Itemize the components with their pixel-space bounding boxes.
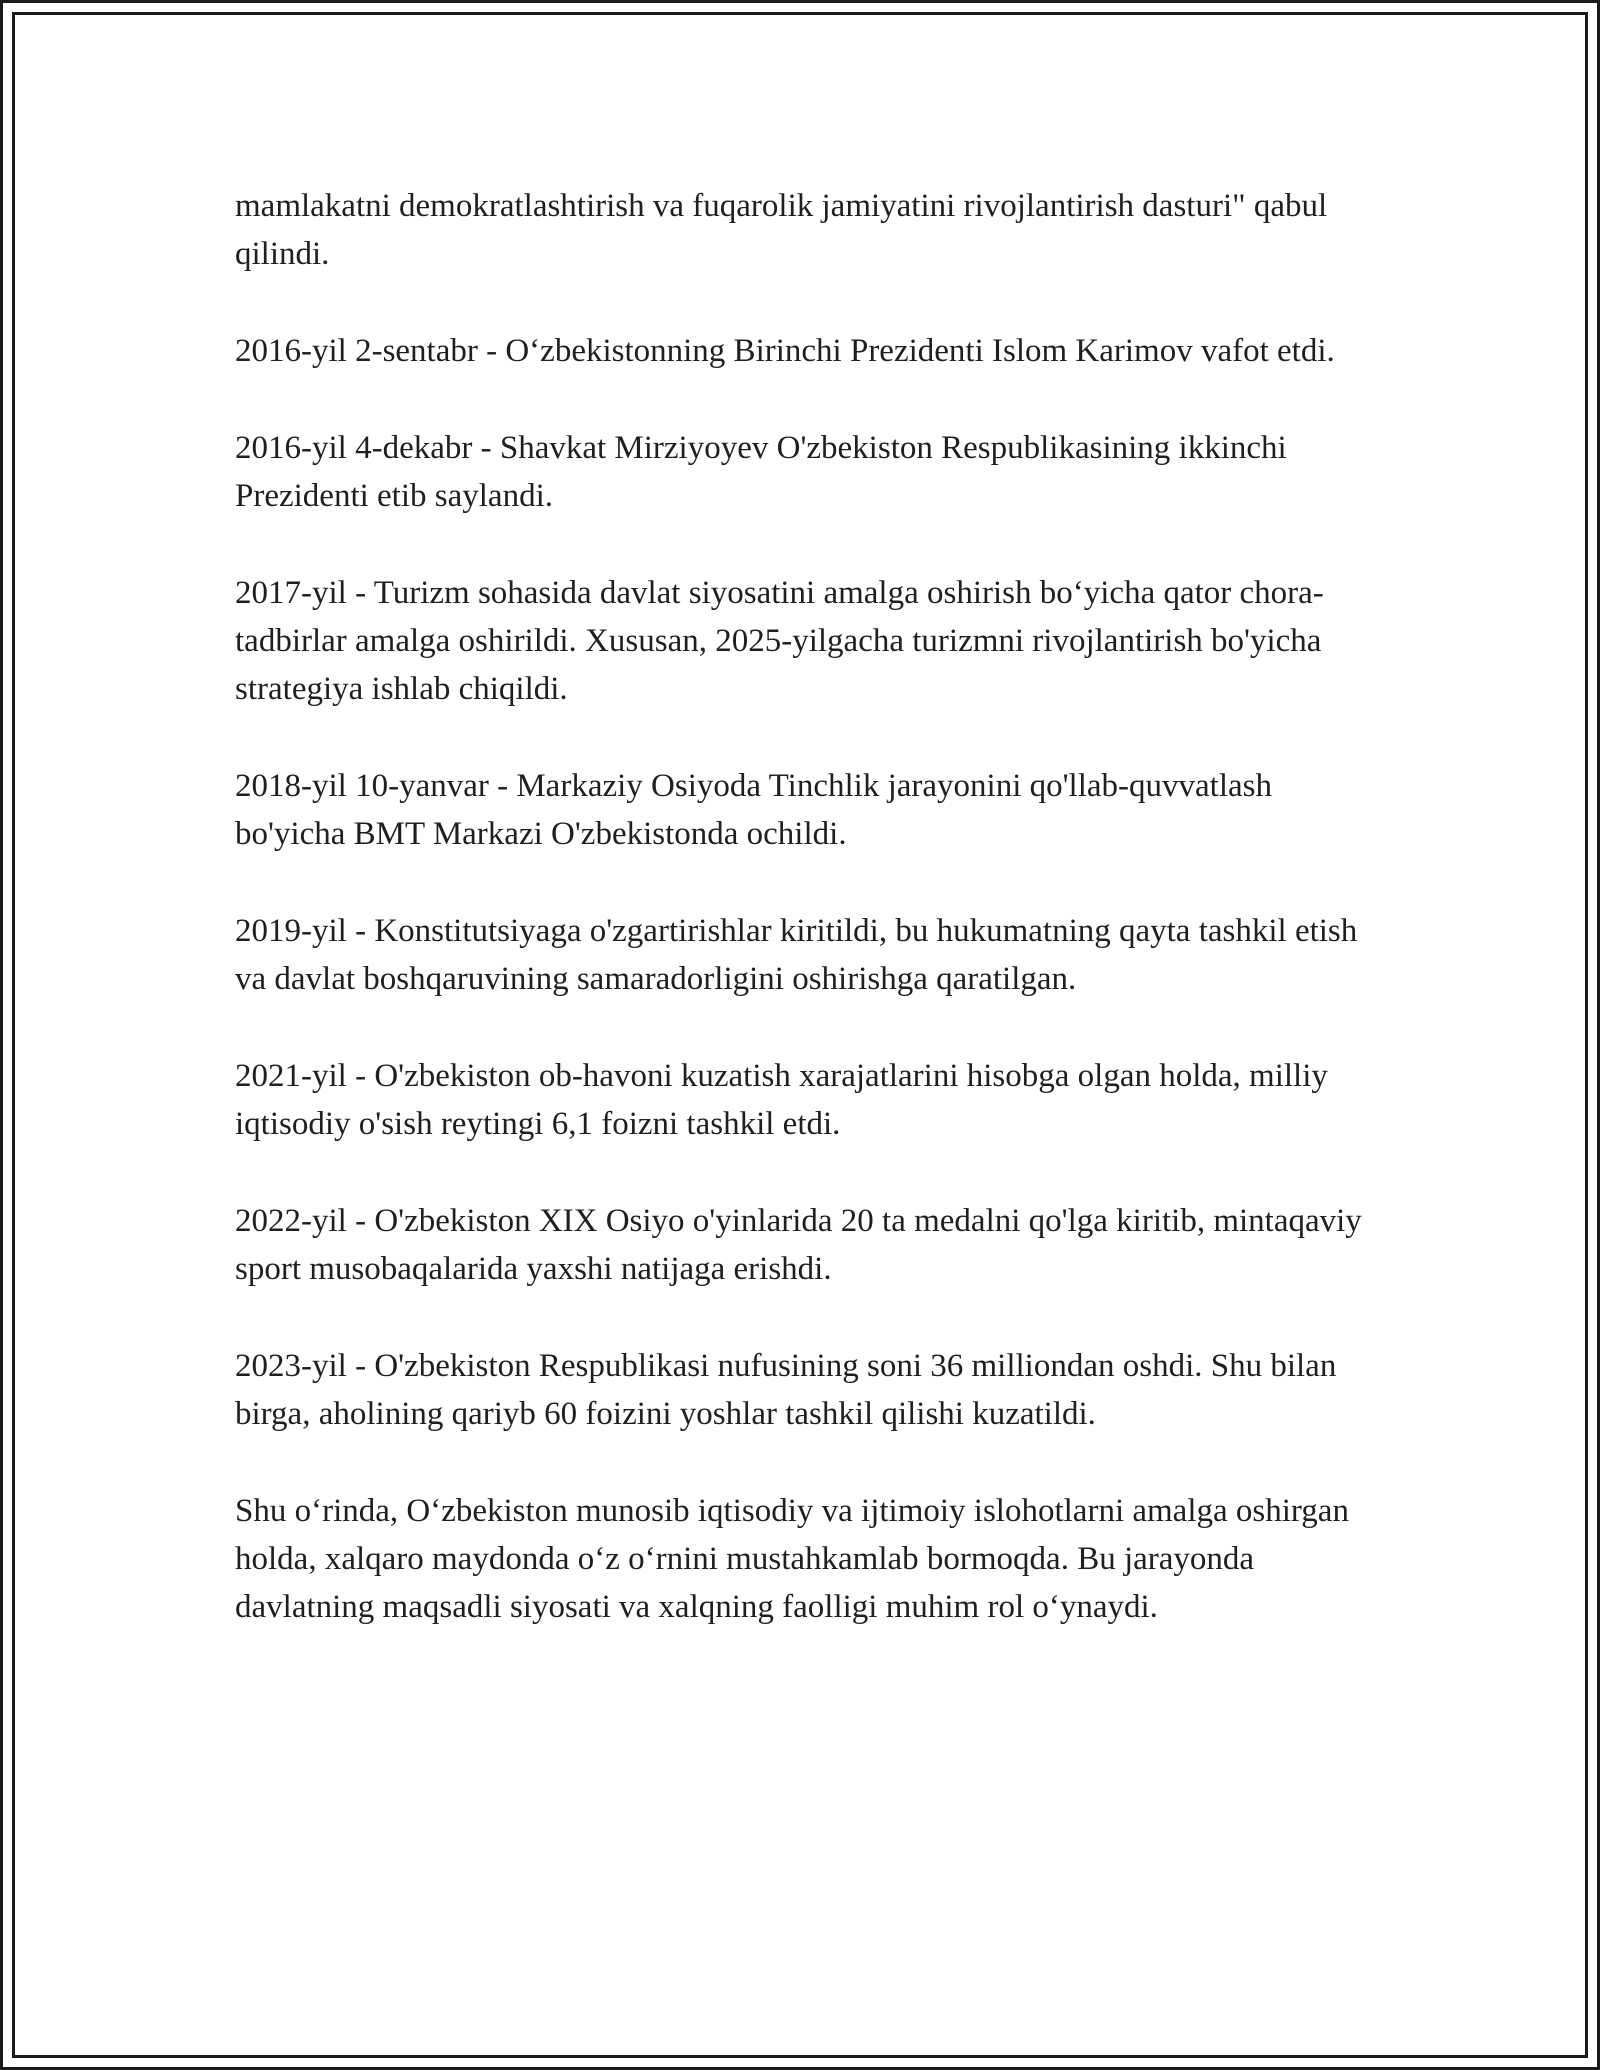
paragraph-2022: 2022-yil - O'zbekiston XIX Osiyo o'yinlarida 20 ta medalni qo'lga kiritib, mintaqaviy sport musobaqalarida yaxshi natijaga erishdi. bbox=[235, 1203, 1362, 1287]
paragraph-2019: 2019-yil - Konstitutsiyaga o'zgartirishlar kiritildi, bu hukumatning qayta tashkil etish va davlat boshqaruvining samaradorligini oshirishga qaratilgan. bbox=[235, 913, 1358, 997]
document-body bbox=[235, 182, 1390, 1631]
paragraph-conclusion: Shu o‘rinda, O‘zbekiston munosib iqtisodiy va ijtimoiy islohotlarni amalga oshirgan holda, xalqaro maydonda o‘z o‘rnini mustahkamlab bormoqda. Bu jarayonda davlatning maqsadli siyosati va xalqning faolligi muhim rol o‘ynaydi. bbox=[235, 1493, 1349, 1625]
paragraph-2017: 2017-yil - Turizm sohasida davlat siyosatini amalga oshirish bo‘yicha qator chora-tadbirlar amalga oshirildi. Xususan, 2025-yilgacha turizmni rivojlantirish bo'yicha strategiya ishlab chiqildi. bbox=[235, 575, 1324, 707]
paragraph-continuation: mamlakatni demokratlashtirish va fuqarolik jamiyatini rivojlantirish dasturi" qabul qilindi. bbox=[235, 188, 1328, 272]
paragraph-2016-sep: 2016-yil 2-sentabr - O‘zbekistonning Birinchi Prezidenti Islom Karimov vafot etdi. bbox=[235, 333, 1335, 369]
paragraph-2016-dec: 2016-yil 4-dekabr - Shavkat Mirziyoyev O'zbekiston Respublikasining ikkinchi Prezidenti etib saylandi. bbox=[235, 430, 1287, 514]
paragraph-2023: 2023-yil - O'zbekiston Respublikasi nufusining soni 36 milliondan oshdi. Shu bilan birga, aholining qariyb 60 foizini yoshlar tashkil qilishi kuzatildi. bbox=[235, 1348, 1337, 1432]
paragraph-2018: 2018-yil 10-yanvar - Markaziy Osiyoda Tinchlik jarayonini qo'llab-quvvatlash bo'yicha BMT Markazi O'zbekistonda ochildi. bbox=[235, 768, 1273, 852]
paragraph-2021: 2021-yil - O'zbekiston ob-havoni kuzatish xarajatlarini hisobga olgan holda, milliy iqtisodiy o'sish reytingi 6,1 foizni tashkil etdi. bbox=[235, 1058, 1328, 1142]
